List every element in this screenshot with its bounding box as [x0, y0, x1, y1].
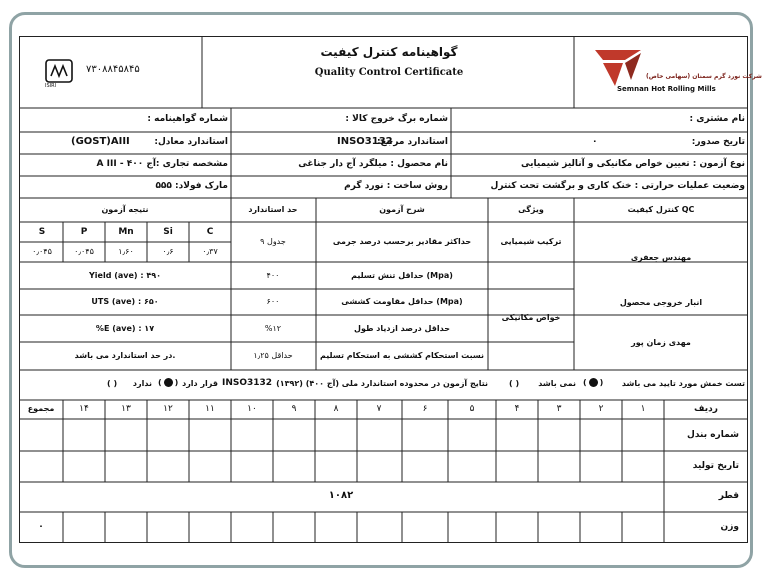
- result-line-standard: INSO3132: [222, 378, 273, 388]
- cert-number-label: شماره گواهینامه :: [147, 114, 228, 124]
- result-line-out: ندارد: [132, 379, 152, 388]
- row-number: ۴: [514, 404, 520, 414]
- qc-person: مهدی زمان پور: [631, 338, 691, 347]
- bundle-no-label: شماره بندل: [687, 430, 739, 440]
- title-en: Quality Control Certificate: [314, 67, 464, 78]
- chem-element: P: [80, 227, 88, 237]
- row-number: ۹: [291, 404, 297, 414]
- product-name: نام محصول : میلگرد آج دار جناغی: [298, 159, 448, 169]
- row-number: ۱: [640, 404, 646, 414]
- std-limit: ۱٫۲۵ حداقل: [253, 351, 293, 360]
- col-property: ویژگی: [518, 205, 544, 214]
- total-header: مجموع: [27, 404, 55, 413]
- standard-mark-icon: [46, 60, 72, 82]
- result-line-in: قرار دارد: [182, 379, 218, 388]
- test-desc: حداقل درصد ازدیاد طول: [354, 324, 450, 333]
- certificate-code: ۷۳۰۸۸۴۵۸۴۵: [86, 64, 140, 75]
- chem-value: ۰٫۶: [162, 247, 174, 256]
- radio-selected-icon: [589, 378, 598, 387]
- heat-treatment: وضعیت عملیات حرارتی : خنک کاری و برگشت تحت کنترل: [490, 181, 745, 191]
- property-chemical: ترکیب شیمیایی: [500, 237, 562, 246]
- table-grid: [19, 36, 748, 543]
- chem-element: Si: [163, 227, 173, 237]
- chem-value: ۰٫۰۴۵: [32, 247, 52, 256]
- test-desc: حداکثر مقادیر برحسب درصد جرمی: [332, 237, 472, 246]
- trade-spec: مشخصه تجاری :آج ۴۰۰ - A III: [96, 159, 228, 169]
- chem-element: S: [38, 227, 46, 237]
- certificate-sheet: [19, 36, 762, 543]
- company-name-en: Semnan Hot Rolling Mills: [617, 85, 716, 93]
- result-ratio: در حد استاندارد می باشد.: [74, 351, 176, 360]
- equiv-standard-value: (GOST)AIII: [71, 136, 130, 147]
- radio-selected-icon: [164, 378, 173, 387]
- company-logo-icon: [595, 50, 641, 86]
- steel-grade: مارک فولاد: ۵۵۵: [155, 181, 228, 191]
- row-number: ۳: [556, 404, 562, 414]
- exit-sheet-label: شماره برگ خروج کالا :: [345, 114, 448, 124]
- result-elongation: %E (ave) : ۱۷: [95, 324, 155, 333]
- result-uts: UTS (ave) : ۶۵۰: [91, 297, 159, 306]
- row-number: ۷: [376, 404, 382, 414]
- result-yield: Yield (ave) : ۴۹۰: [89, 271, 161, 280]
- chem-element: Mn: [118, 227, 134, 237]
- weight-total: ۰: [38, 522, 44, 532]
- chem-element: C: [206, 227, 214, 237]
- chem-value: ۰٫۳۷: [202, 247, 218, 256]
- issue-date-value: ۰: [592, 137, 598, 147]
- row-number: ۵: [469, 404, 475, 414]
- std-limit: ۶۰۰: [266, 297, 280, 306]
- test-type: نوع آزمون : تعیین خواص مکانیکی و آنالیز شیمیایی: [521, 159, 745, 169]
- row-number: ۲: [598, 404, 604, 414]
- std-limit: جدول ۹: [260, 237, 286, 246]
- row-label-header: ردیف: [694, 404, 718, 414]
- qc-person: مهندس جعفری: [630, 253, 692, 262]
- row-number: ۸: [333, 404, 339, 414]
- row-number: ۶: [422, 404, 428, 414]
- ref-standard-label: استاندارد مرجع:: [377, 137, 448, 147]
- test-desc: حداقل تنش تسلیم (Mpa): [351, 271, 453, 280]
- result-line-out-paren: ( ): [107, 379, 118, 388]
- prod-date-label: تاریخ تولید: [692, 461, 739, 471]
- customer-label: نام مشتری :: [689, 114, 745, 124]
- property-mechanical: خواص مکانیکی: [501, 313, 561, 322]
- bend-option-no: نمی باشد: [538, 379, 576, 388]
- std-limit: %۱۲: [264, 324, 282, 333]
- test-desc: نسبت استحکام کششی به استحکام تسلیم: [320, 351, 484, 360]
- row-number: ۱۱: [205, 404, 215, 414]
- row-number: ۱۰: [247, 404, 257, 414]
- bend-option-accepted: ( ): [583, 378, 604, 387]
- row-number: ۱۳: [121, 404, 131, 414]
- test-desc: حداقل مقاومت کششی (Mpa): [341, 297, 463, 306]
- title-fa: گواهینامه کنترل کیفیت: [320, 45, 458, 59]
- chem-value: ۱٫۶۰: [118, 247, 134, 256]
- result-in-choice: ( ): [158, 378, 179, 387]
- manufacture-method: روش ساخت : نورد گرم: [344, 181, 448, 191]
- row-number: ۱۲: [163, 404, 173, 414]
- qc-person: انبار خروجی محصول: [619, 298, 703, 307]
- std-limit: ۴۰۰: [266, 271, 280, 280]
- diameter-value: ۱۰۸۲: [328, 490, 354, 501]
- issue-date-label: تاریخ صدور:: [691, 137, 745, 147]
- col-result: نتیجه آزمون: [101, 205, 149, 214]
- bend-test-label: تست خمش مورد تایید می باشد: [621, 379, 745, 388]
- col-test-desc: شرح آزمون: [379, 205, 425, 214]
- row-number: ۱۴: [79, 404, 89, 414]
- equiv-standard-label: استاندارد معادل:: [154, 137, 228, 147]
- weight-label: وزن: [720, 522, 739, 532]
- bend-option-no-paren: ( ): [509, 379, 520, 388]
- diameter-label: قطر: [718, 491, 739, 501]
- ref-standard-value: INSO3132: [337, 136, 393, 147]
- col-qc: کنترل کیفیت QC: [627, 205, 695, 214]
- standard-mark-label: ISIRI: [45, 83, 57, 89]
- chem-value: ۰٫۰۴۵: [74, 247, 94, 256]
- company-name-fa: شرکت نورد گرم سمنان (سهامی خاص): [646, 73, 762, 80]
- col-std-limit: حد استاندارد: [248, 205, 298, 214]
- result-line-prefix: نتایج آزمون در محدوده استاندارد ملی (آج ۴۰۰) (۱۳۹۲): [276, 379, 488, 388]
